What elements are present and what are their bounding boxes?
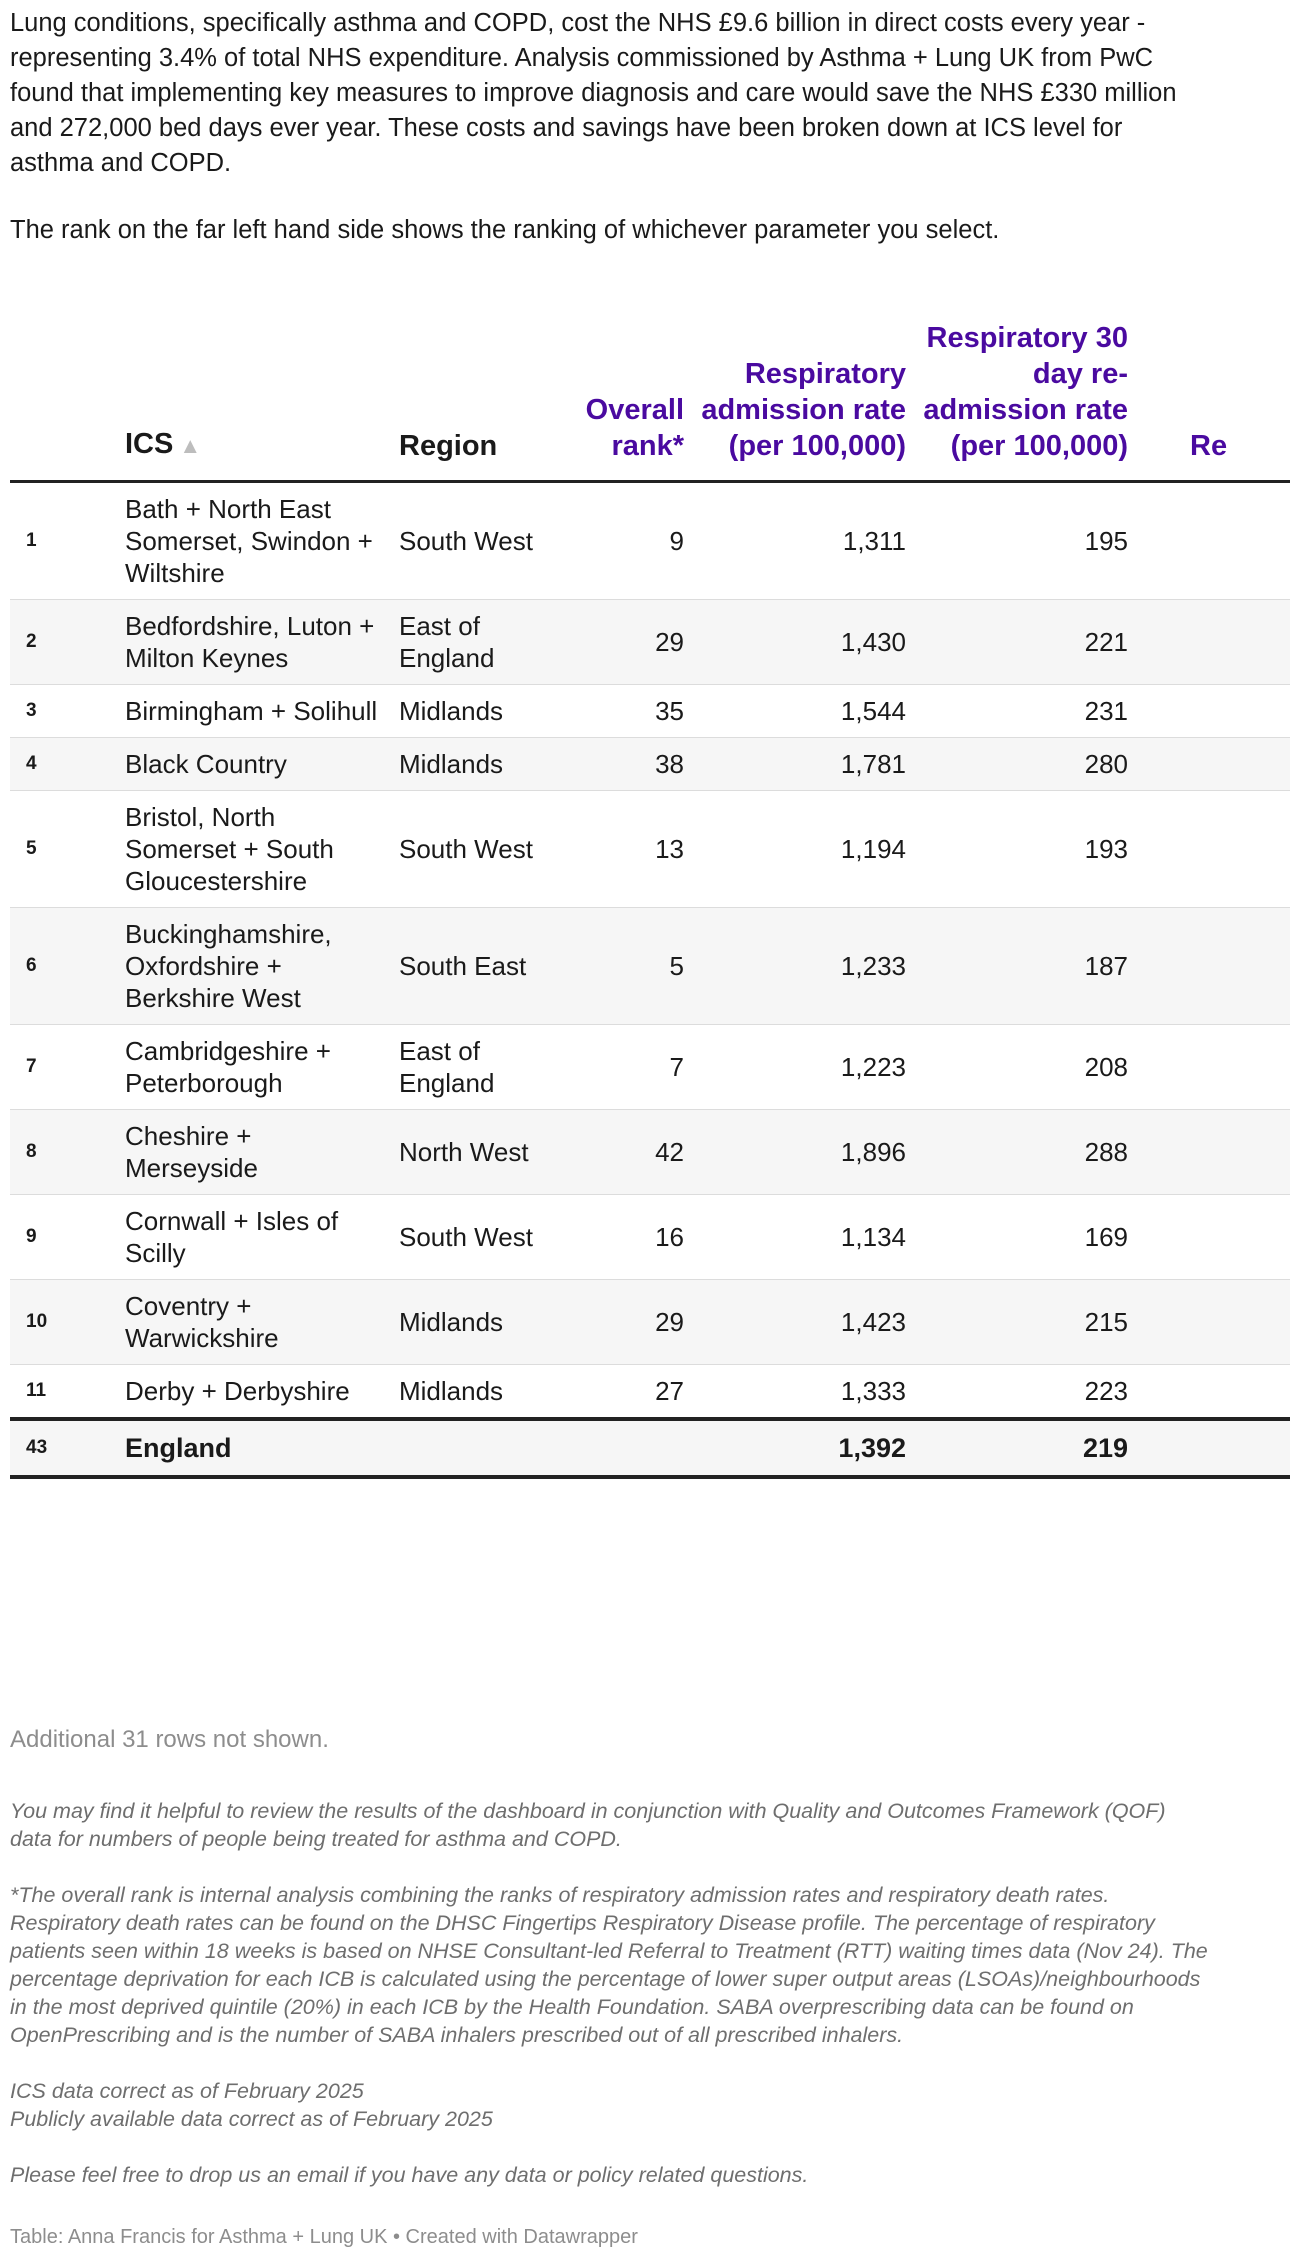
row-region: East of England	[399, 1025, 549, 1110]
table-total-row	[10, 1419, 1290, 1477]
row-next-column	[1128, 908, 1290, 1025]
row-rank: 8	[10, 1110, 115, 1195]
ics-data-table	[10, 320, 1290, 1479]
row-ics-name: Cornwall + Isles of Scilly	[115, 1195, 399, 1280]
row-region: East of England	[399, 600, 549, 685]
row-next-column	[1128, 1280, 1290, 1365]
row-overall-rank: 38	[549, 738, 684, 791]
total-readmission-rate: 219	[906, 1419, 1128, 1477]
row-overall-rank: 29	[549, 1280, 684, 1365]
note-public-date: Publicly available data correct as of February 2025	[10, 2107, 493, 2131]
table-row	[10, 482, 1290, 600]
row-readmission-rate: 288	[906, 1110, 1128, 1195]
row-rank: 10	[10, 1280, 115, 1365]
row-admission-rate: 1,430	[684, 600, 906, 685]
header-rank	[10, 320, 115, 482]
row-admission-rate: 1,544	[684, 685, 906, 738]
header-ics-label: ICS	[125, 428, 174, 460]
row-next-column	[1128, 1025, 1290, 1110]
total-ics: England	[115, 1419, 399, 1477]
row-next-column	[1128, 685, 1290, 738]
note-methodology: *The overall rank is internal analysis combining the ranks of respiratory admission rates and respiratory death rates. Respiratory death rates can be found on the DHSC Fingertips Respiratory Disease profile. The percentage of respiratory patients seen within 18 weeks is based on NHSE Consultant-led Referral to Treatment (RTT) waiting times data (Nov 24). The percentage deprivation for each ICB is calculated using the percentage of lower super output areas (LSOAs)/neighbourhoods in the most deprived quintile (20%) in each ICB by the Health Foundation. SABA overprescribing data can be found on OpenPrescribing and is the number of SABA inhalers prescribed out of all prescribed inhalers.	[10, 1883, 1208, 2047]
row-overall-rank: 29	[549, 600, 684, 685]
total-rank: 43	[10, 1419, 115, 1477]
row-rank: 1	[10, 482, 115, 600]
row-admission-rate: 1,233	[684, 908, 906, 1025]
row-region: Midlands	[399, 1365, 549, 1420]
row-admission-rate: 1,896	[684, 1110, 906, 1195]
table-row	[10, 1195, 1290, 1280]
row-readmission-rate: 223	[906, 1365, 1128, 1420]
row-overall-rank: 9	[549, 482, 684, 600]
row-next-column	[1128, 1365, 1290, 1420]
row-region: South West	[399, 791, 549, 908]
row-next-column	[1128, 1195, 1290, 1280]
table-row	[10, 600, 1290, 685]
total-next-column	[1128, 1419, 1290, 1477]
row-next-column	[1128, 600, 1290, 685]
table-credit: Table: Anna Francis for Asthma + Lung UK • Created with Datawrapper	[10, 2226, 638, 2248]
intro-paragraph-costs: Lung conditions, specifically asthma and COPD, cost the NHS £9.6 billion in direct costs every year - representing 3.4% of total NHS expenditure. Analysis commissioned by Asthma + Lung UK from PwC found that implementing key measures to improve diagnosis and care would save the NHS £330 million and 272,000 bed days ever year. These costs and savings have been broken down at ICS level for asthma and COPD.	[10, 9, 1177, 177]
row-admission-rate: 1,134	[684, 1195, 906, 1280]
table-row	[10, 1025, 1290, 1110]
row-admission-rate: 1,223	[684, 1025, 906, 1110]
table-row	[10, 791, 1290, 908]
ics-table-container[interactable]	[10, 320, 1228, 1479]
header-overall-rank[interactable]: Overall rank*	[549, 320, 684, 482]
row-ics-name: Cambridgeshire + Peterborough	[115, 1025, 399, 1110]
row-ics-name: Black Country	[115, 738, 399, 791]
row-rank: 2	[10, 600, 115, 685]
row-readmission-rate: 193	[906, 791, 1128, 908]
header-readmission-rate[interactable]: Respiratory 30 day re-admission rate (per 100,000)	[906, 320, 1128, 482]
row-rank: 5	[10, 791, 115, 908]
row-region: South West	[399, 1195, 549, 1280]
row-overall-rank: 5	[549, 908, 684, 1025]
row-overall-rank: 35	[549, 685, 684, 738]
note-data-dates	[10, 2077, 1210, 2133]
row-admission-rate: 1,423	[684, 1280, 906, 1365]
row-next-column	[1128, 738, 1290, 791]
row-rank: 7	[10, 1025, 115, 1110]
table-row	[10, 1365, 1290, 1420]
table-row	[10, 1110, 1290, 1195]
row-overall-rank: 27	[549, 1365, 684, 1420]
row-region: South West	[399, 482, 549, 600]
intro-text	[10, 6, 1210, 248]
note-ics-date: ICS data correct as of February 2025	[10, 2079, 364, 2103]
total-region	[399, 1419, 549, 1477]
row-readmission-rate: 208	[906, 1025, 1128, 1110]
row-ics-name: Bath + North East Somerset, Swindon + Wiltshire	[115, 482, 399, 600]
header-next-column[interactable]: Re	[1128, 320, 1290, 482]
row-rank: 6	[10, 908, 115, 1025]
sort-ascending-icon[interactable]: ▲	[179, 433, 202, 458]
row-ics-name: Buckinghamshire, Oxfordshire + Berkshire West	[115, 908, 399, 1025]
row-readmission-rate: 231	[906, 685, 1128, 738]
row-overall-rank: 13	[549, 791, 684, 908]
table-row	[10, 1280, 1290, 1365]
note-contact: Please feel free to drop us an email if you have any data or policy related questions.	[10, 2163, 809, 2187]
row-region: Midlands	[399, 685, 549, 738]
row-admission-rate: 1,333	[684, 1365, 906, 1420]
row-ics-name: Derby + Derbyshire	[115, 1365, 399, 1420]
row-ics-name: Coventry + Warwickshire	[115, 1280, 399, 1365]
row-ics-name: Birmingham + Solihull	[115, 685, 399, 738]
rows-not-shown-note: Additional 31 rows not shown.	[10, 1726, 329, 1753]
row-readmission-rate: 187	[906, 908, 1128, 1025]
row-readmission-rate: 280	[906, 738, 1128, 791]
table-header-row	[10, 320, 1290, 482]
row-region: North West	[399, 1110, 549, 1195]
row-readmission-rate: 169	[906, 1195, 1128, 1280]
row-region: Midlands	[399, 1280, 549, 1365]
row-overall-rank: 42	[549, 1110, 684, 1195]
row-admission-rate: 1,781	[684, 738, 906, 791]
row-ics-name: Cheshire + Merseyside	[115, 1110, 399, 1195]
row-admission-rate: 1,194	[684, 791, 906, 908]
row-readmission-rate: 221	[906, 600, 1128, 685]
row-readmission-rate: 215	[906, 1280, 1128, 1365]
note-qof: You may find it helpful to review the results of the dashboard in conjunction with Quality and Outcomes Framework (QOF) data for numbers of people being treated for asthma and COPD.	[10, 1799, 1166, 1851]
table-row	[10, 685, 1290, 738]
table-row	[10, 738, 1290, 791]
row-rank: 3	[10, 685, 115, 738]
row-admission-rate: 1,311	[684, 482, 906, 600]
row-next-column	[1128, 482, 1290, 600]
row-region: Midlands	[399, 738, 549, 791]
row-overall-rank: 7	[549, 1025, 684, 1110]
total-overall-rank	[549, 1419, 684, 1477]
total-admission-rate: 1,392	[684, 1419, 906, 1477]
row-readmission-rate: 195	[906, 482, 1128, 600]
header-admission-rate[interactable]: Respiratory admission rate (per 100,000)	[684, 320, 906, 482]
row-ics-name: Bristol, North Somerset + South Gloucestershire	[115, 791, 399, 908]
row-rank: 4	[10, 738, 115, 791]
row-overall-rank: 16	[549, 1195, 684, 1280]
row-next-column	[1128, 791, 1290, 908]
row-rank: 9	[10, 1195, 115, 1280]
row-rank: 11	[10, 1365, 115, 1420]
header-region[interactable]: Region	[399, 320, 549, 482]
table-notes	[10, 1797, 1210, 2217]
header-ics[interactable]	[115, 320, 399, 482]
intro-paragraph-rank: The rank on the far left hand side shows the ranking of whichever parameter you select.	[10, 216, 1000, 244]
row-ics-name: Bedfordshire, Luton + Milton Keynes	[115, 600, 399, 685]
table-row	[10, 908, 1290, 1025]
row-next-column	[1128, 1110, 1290, 1195]
row-region: South East	[399, 908, 549, 1025]
